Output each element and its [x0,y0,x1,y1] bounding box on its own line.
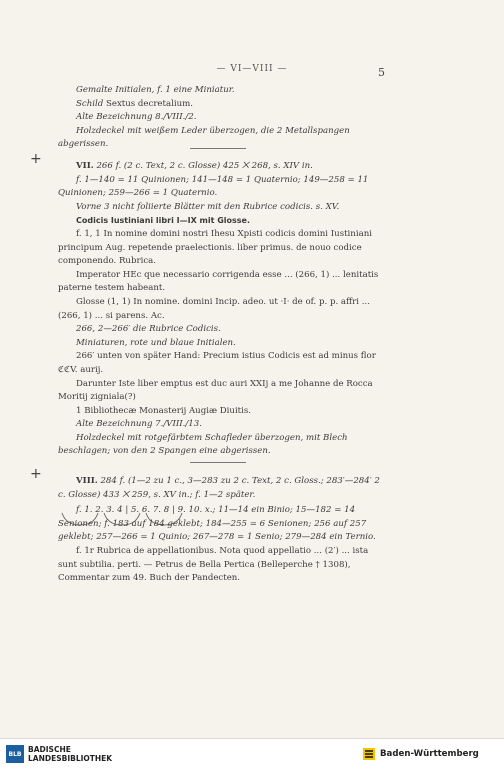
lions-coat-of-arms-icon[interactable] [362,747,376,761]
section-heading-text: 266 f. (2 c. Text, 2 c. Glosse) 425 ⨉ 268, s. XIV in. [96,161,313,171]
text-line: f. 1, 1 In nomine domini nostri Ihesu Xpisti codicis domini Iustiniani principum Aug. repetende praelectionis. liber primus. de nouo codice componendo. Rubrica. [58,228,372,267]
page-number: 5 [378,66,385,79]
footer-bar [0,738,504,770]
section-number: VIII. [76,476,98,486]
section-heading [58,160,386,174]
text-line: Miniaturen, rote und blaue Initialen. [76,337,236,348]
text-line: 266′ unten von später Hand: Precium istius Codicis est ad minus flor ℭℭV. aurij. [58,351,376,375]
blb-name-line: BADISCHE [28,745,71,754]
text-line: Alte Bezeichnung 7./VIII./13. [76,419,202,430]
text-line: Vorne 3 nicht foliierte Blätter mit den Rubrice codicis. s. XV. [76,201,340,212]
text-line: Alte Bezeichnung 8./VIII./2. [76,112,197,123]
section-heading-text: 284 f. (1—2 zu 1 c., 3—283 zu 2 c. Text, 2 c. Gloss.; 283′—284′ 2 c. Glosse) 433 ⨉ 259, s. XV in.; f. 1—2 später. [58,476,380,500]
text-line: Glosse (1, 1) In nomine. domini Incip. adeo. ut ·I· de of. p. p. affri ... (266, 1) ... si parens. Ac. [58,296,370,321]
running-title: — VI—VIII — [216,64,288,74]
text-line: 1 Bibliothecæ Monasterij Augiæ Diuitis. [76,405,252,416]
text-line: Gemalte Initialen, f. 1 eine Miniatur. [76,85,235,95]
divider [190,462,246,463]
plus-marker-icon: + [30,151,42,167]
text-line: Holzdeckel mit rotgefärbtem Schafleder überzogen, mit Blech beschlagen; von den 2 Spangen eine abgerissen. [58,432,348,457]
text-line: Darunter Iste liber emptus est duc auri XXIj a me Johanne de Rocca Moritij zigniala(?) [58,378,373,403]
text-line: Schild Sextus decretalium. [76,98,193,109]
text-line: f. 1r Rubrica de appellationibus. Nota quod appellatio ... (2′) ... ista sunt subtilia. perti. — Petrus de Bella Pertica (Belleperche † 1308), Commentar zum 49. Buch der Pandecten. [58,545,369,584]
text-line: Imperator HEc que necessario corrigenda esse ... (266, 1) ... lenitatis paterne testem habeant. [58,269,379,294]
plus-marker-icon: + [30,466,42,482]
text-line: f. 1—140 = 11 Quinionen; 141—148 = 1 Quaternio; 149—258 = 11 Quinionen; 259—266 = 1 Quaternio. [58,174,369,199]
section-vi-tail [58,84,386,152]
text-line: 266, 2—266′ die Rubrice Codicis. [76,324,221,335]
blb-logo-icon[interactable]: BLB [6,745,24,763]
text-line: Codicis Iustiniani libri I—IX mit Glosse. [76,216,250,226]
text-line: Holzdeckel mit weißem Leder überzogen, die 2 Metallspangen abgerissen. [58,125,350,150]
text-line: f. 1. 2. 3. 4 | 5. 6. 7. 8 | 9. 10. x.; 11—14 ein Binio; 15—182 = 14 Senionen; f. 183 auf 184 geklebt; 184—255 = 6 Senionen; 256 auf 257 geklebt; 257—266 = 1 Quinio; 267—278 = 1 Senio; 279—284 ein Ternio. [58,505,376,543]
blb-name[interactable] [28,745,112,763]
section-number: VII. [76,161,94,171]
divider [190,148,246,149]
blb-name-line: LANDESBIBLIOTHEK [28,754,113,763]
section-heading [58,475,386,502]
section-vii [58,160,386,459]
bw-name[interactable]: Baden-Württemberg [380,749,479,759]
quire-brace-icon [60,511,200,529]
section-viii [58,475,386,586]
